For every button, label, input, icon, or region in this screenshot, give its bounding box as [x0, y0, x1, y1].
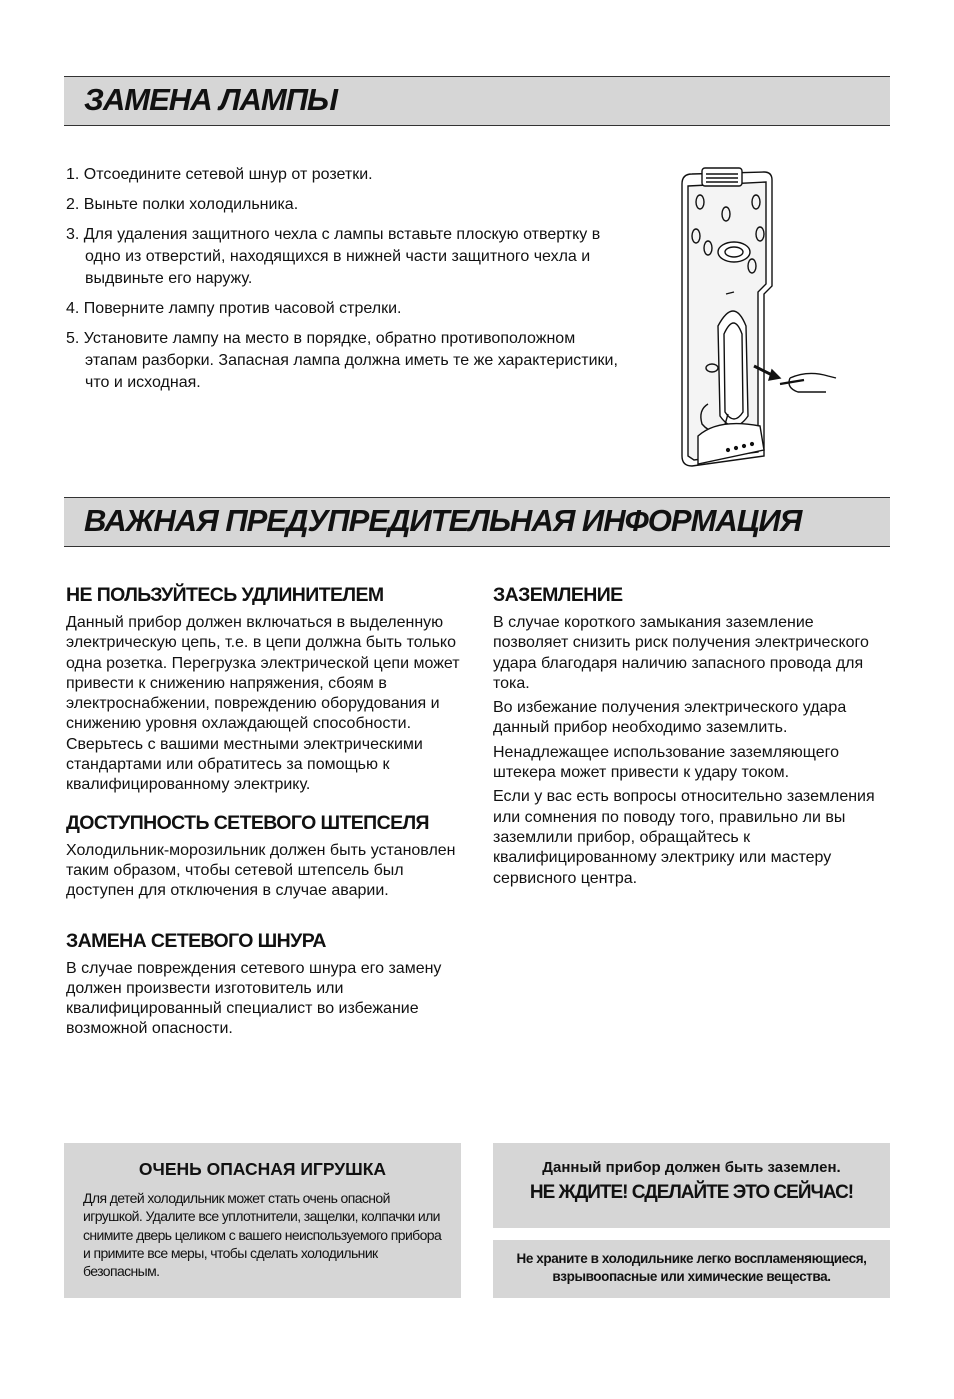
plug-access-text: Холодильник-морозильник должен быть установлен таким образом, чтобы сетевой штепсель был доступен для отключения в случае аварии. [66, 841, 456, 900]
flammable-warning-line2: взрывоопасные или химические вещества. [552, 1269, 831, 1284]
flammable-warning-box [493, 1240, 890, 1298]
lamp-steps-list [66, 164, 626, 402]
lamp-section-header [64, 76, 890, 126]
lamp-step: 5. Установите лампу на место в порядке, обратно противоположном этапам разборки. Запасная лампа должна иметь те же характеристики, что и исходная. [66, 330, 618, 391]
dangerous-toy-text: Для детей холодильник может стать очень опасной игрушкой. Удалите все уплотнители, защелки, колпачки или снимите дверь целиком с вашего неиспользуемого прибора и примите все меры, чтобы сделать холодильник безопасным. [83, 1190, 442, 1280]
warning-section-title: ВАЖНАЯ ПРЕДУПРЕДИТЕЛЬНАЯ ИНФОРМАЦИЯ [84, 503, 802, 538]
warning-right-column [493, 584, 889, 889]
lamp-section-title: ЗАМЕНА ЛАМПЫ [84, 82, 337, 117]
extension-text: Данный прибор должен включаться в выделенную электрическую цепь, т.е. в цепи должна быть только одна розетка. Перегрузка электрической цепи может привести к снижению напряжения, сбоям в электроснабжении, повреждению оборудования и снижению уровня охлаждающей способности. [66, 614, 460, 733]
dangerous-toy-box [64, 1143, 461, 1298]
lamp-step: 2. Выньте полки холодильника. [66, 196, 299, 213]
grounding-notice-box [493, 1143, 890, 1228]
plug-access-heading: ДОСТУПНОСТЬ СЕТЕВОГО ШТЕПСЕЛЯ [66, 811, 429, 834]
lamp-replacement-illustration [668, 166, 842, 472]
cord-replace-heading: ЗАМЕНА СЕТЕВОГО ШНУРА [66, 929, 326, 952]
grounding-text-2: Во избежание получения электрического удара данный прибор необходимо заземлить. [493, 699, 847, 737]
warning-left-column [66, 584, 462, 1040]
lamp-step: 4. Поверните лампу против часовой стрелки. [66, 300, 402, 317]
extension-heading: НЕ ПОЛЬЗУЙТЕСЬ УДЛИНИТЕЛЕМ [66, 584, 384, 606]
grounding-heading: ЗАЗЕМЛЕНИЕ [493, 584, 623, 606]
warning-section-header [64, 497, 890, 547]
grounding-text-3: Ненадлежащее использование заземляющего штекера может привести к удару током. [493, 743, 839, 782]
grounding-text-1: В случае короткого замыкания заземление позволяет снизить риск получения электрического удара благодаря наличию запасного провода для тока. [493, 614, 869, 692]
grounding-notice-line1: Данный прибор должен быть заземлен. [542, 1159, 841, 1176]
extension-text-2: Сверьтесь с вашими местными электрическими стандартами или обратитесь за помощью к квалифицированному электрику. [66, 735, 423, 794]
lamp-step: 3. Для удаления защитного чехла с лампы вставьте плоскую отвертку в одно из отверстий, находящихся в нижней части защитного чехла и выдвиньте его наружу. [66, 226, 601, 287]
cord-replace-text: В случае повреждения сетевого шнура его замену должен произвести изготовитель или квалифицированный специалист во избежание возможной опасности. [66, 959, 442, 1038]
grounding-text-4: Если у вас есть вопросы относительно заземления или сомнения по поводу того, правильно ли вы заземлили прибор, обращайтесь к квалифицированному электрику или мастеру сервисного центра. [493, 788, 875, 887]
lamp-step: 1. Отсоедините сетевой шнур от розетки. [66, 166, 373, 183]
grounding-notice-line2: НЕ ЖДИТЕ! СДЕЛАЙТЕ ЭТО СЕЙЧАС! [529, 1182, 854, 1203]
flammable-warning-line1: Не храните в холодильнике легко воспламеняющиеся, [516, 1251, 867, 1266]
dangerous-toy-title: ОЧЕНЬ ОПАСНАЯ ИГРУШКА [138, 1159, 387, 1179]
